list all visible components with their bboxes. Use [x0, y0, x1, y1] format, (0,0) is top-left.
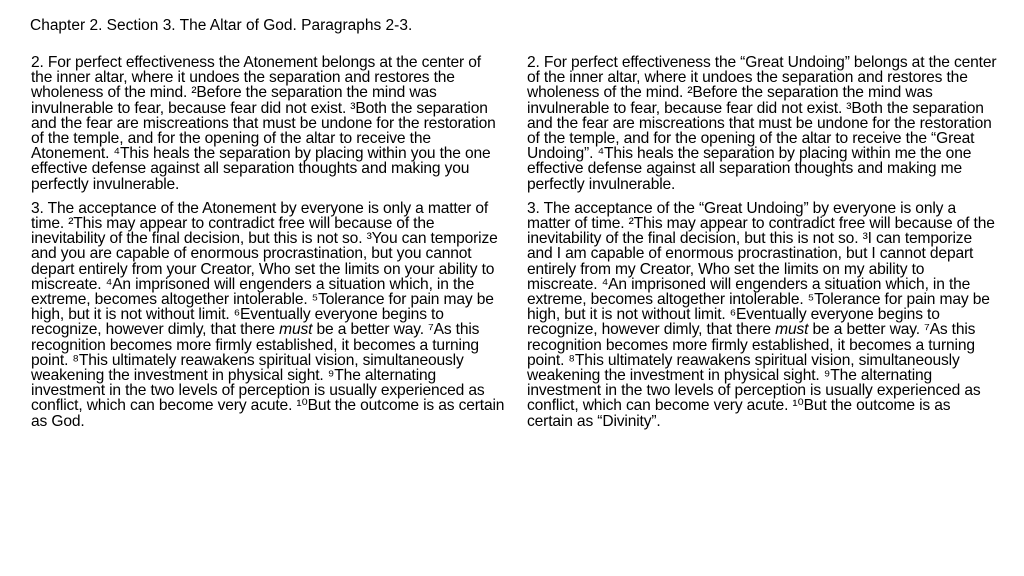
left-column-original-text — [31, 55, 505, 438]
left-paragraph-3-part-1: 3. The acceptance of the Atonement by everyone is only a matter of time. ²This may appear to contradict free will because of the inevitability of the final decision, but this is not so. ³You can temporize and you are capable of enormous procrastination, but you cannot depart entirely from your Creator, Who set the limits on your ability to miscreate. ⁴An imprisoned will engenders a situation which, in the extreme, becomes altogether intolerable. ⁵Tolerance for pain may be high, but it is not without limit. ⁶Eventually everyone begins to recognize, however dimly, that there — [31, 199, 498, 339]
right-paragraph-3 — [527, 201, 997, 429]
left-paragraph-2: 2. For perfect effectiveness the Atonement belongs at the center of the inner altar, where it undoes the separation and restores the wholeness of the mind. ²Before the separation the mind was invulnerable to fear, because fear did not exist. ³Both the separation and the fear are miscreations that must be undone for the restoration of the temple, and for the opening of the altar to receive the Atonement. ⁴This heals the separation by placing within you the one effective defense against all separation thoughts and making you perfectly invulnerable. — [31, 54, 496, 193]
slide-title: Chapter 2. Section 3. The Altar of God. Paragraphs 2-3. — [30, 17, 413, 34]
right-column-revised-text — [527, 55, 997, 438]
right-paragraph-3-part-1: 3. The acceptance of the “Great Undoing” by everyone is only a matter of time. ²This may appear to contradict free will because of the inevitability of the final decision, but this is not so. ³I can temporize and I am capable of enormous procrastination, but I cannot depart entirely from my Creator, Who set the limits on my ability to miscreate. ⁴An imprisoned will engenders a situation which, in the extreme, becomes altogether intolerable. ⁵Tolerance for pain may be high, but it is not without limit. ⁶Eventually everyone begins to recognize, however dimly, that there — [527, 199, 995, 339]
right-paragraph-3-emphasis: must — [775, 321, 809, 339]
right-paragraph-2: 2. For perfect effectiveness the “Great Undoing” belongs at the center of the inner altar, where it undoes the separation and restores the wholeness of the mind. ²Before the separation the mind was invulnerable to fear, because fear did not exist. ³Both the separation and the fear are miscreations that must be undone for the restoration of the temple, and for the opening of the altar to receive the “Great Undoing”. ⁴This heals the separation by placing within me the one effective defense against all separation thoughts and making me perfectly invulnerable. — [527, 54, 997, 193]
left-paragraph-3-part-2: be a better way. ⁷As this recognition becomes more firmly established, it becomes a turning point. ⁸This ultimately reawakens spiritual vision, simultaneously weakening the investment in physical sight. ⁹The alternating investment in the two levels of perception is usually experienced as conflict, which can become very acute. ¹⁰But the outcome is as certain as God. — [31, 321, 505, 430]
left-paragraph-3-emphasis: must — [279, 321, 313, 339]
right-paragraph-3-part-2: be a better way. ⁷As this recognition becomes more firmly established, it becomes a turning point. ⁸This ultimately reawakens spiritual vision, simultaneously weakening the investment in physical sight. ⁹The alternating investment in the two levels of perception is usually experienced as conflict, which can become very acute. ¹⁰But the outcome is as certain as “Divinity”. — [527, 321, 981, 430]
left-paragraph-3 — [31, 201, 505, 429]
